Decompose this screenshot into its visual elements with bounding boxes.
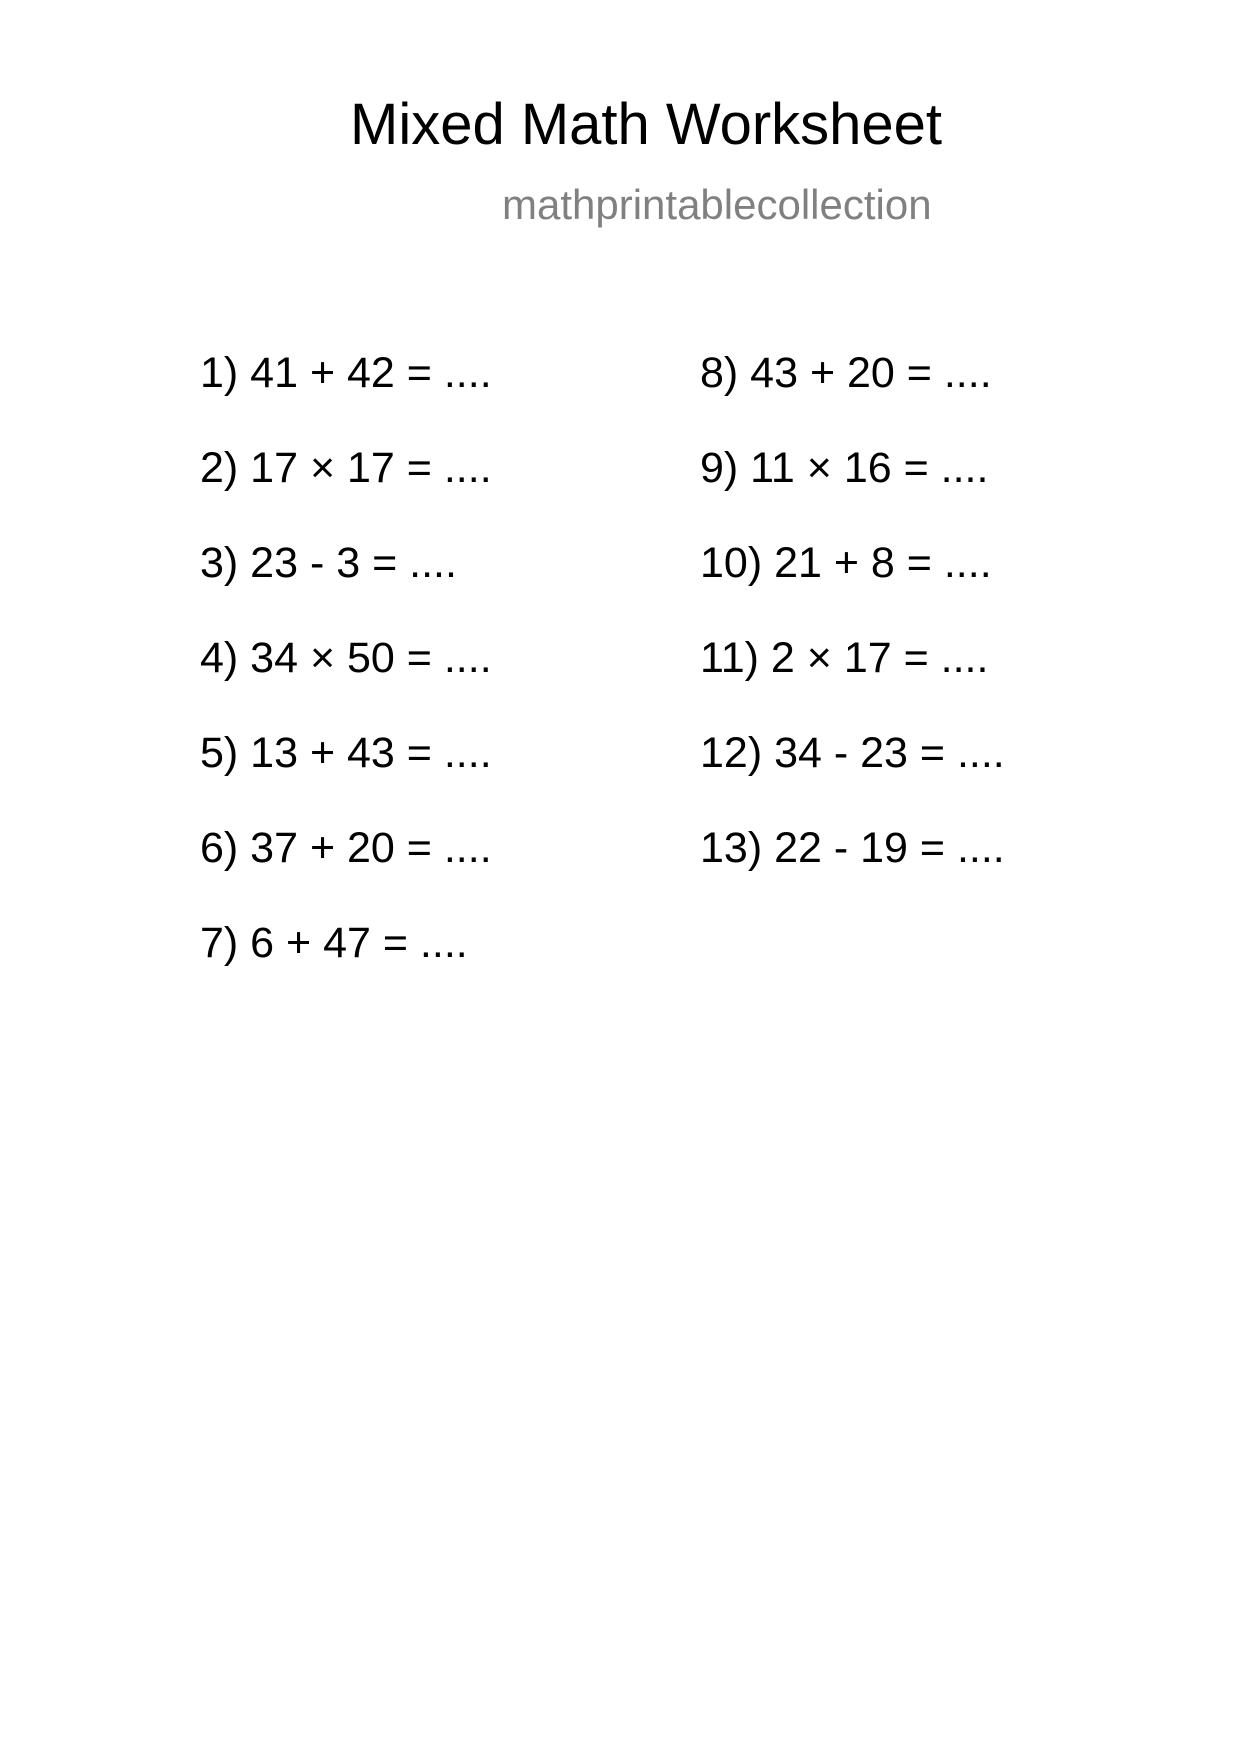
problem-6: 6) 37 + 20 = ....	[200, 824, 492, 872]
problem-10: 10) 21 + 8 = ....	[700, 539, 992, 587]
problem-5: 5) 13 + 43 = ....	[200, 729, 492, 777]
problem-7: 7) 6 + 47 = ....	[200, 919, 468, 967]
problem-2: 2) 17 × 17 = ....	[200, 444, 492, 492]
problem-13: 13) 22 - 19 = ....	[700, 824, 1005, 872]
problem-8: 8) 43 + 20 = ....	[700, 349, 992, 397]
problem-12: 12) 34 - 23 = ....	[700, 729, 1005, 777]
page-subtitle: mathprintablecollection	[502, 181, 932, 228]
problem-9: 9) 11 × 16 = ....	[700, 444, 989, 492]
problem-1: 1) 41 + 42 = ....	[200, 349, 492, 397]
problem-4: 4) 34 × 50 = ....	[200, 634, 492, 682]
problem-3: 3) 23 - 3 = ....	[200, 539, 457, 587]
problems-right-column	[700, 349, 1005, 922]
problem-11: 11) 2 × 17 = ....	[700, 634, 989, 682]
page-title: Mixed Math Worksheet	[350, 92, 943, 157]
problems-left-column	[200, 349, 492, 1017]
